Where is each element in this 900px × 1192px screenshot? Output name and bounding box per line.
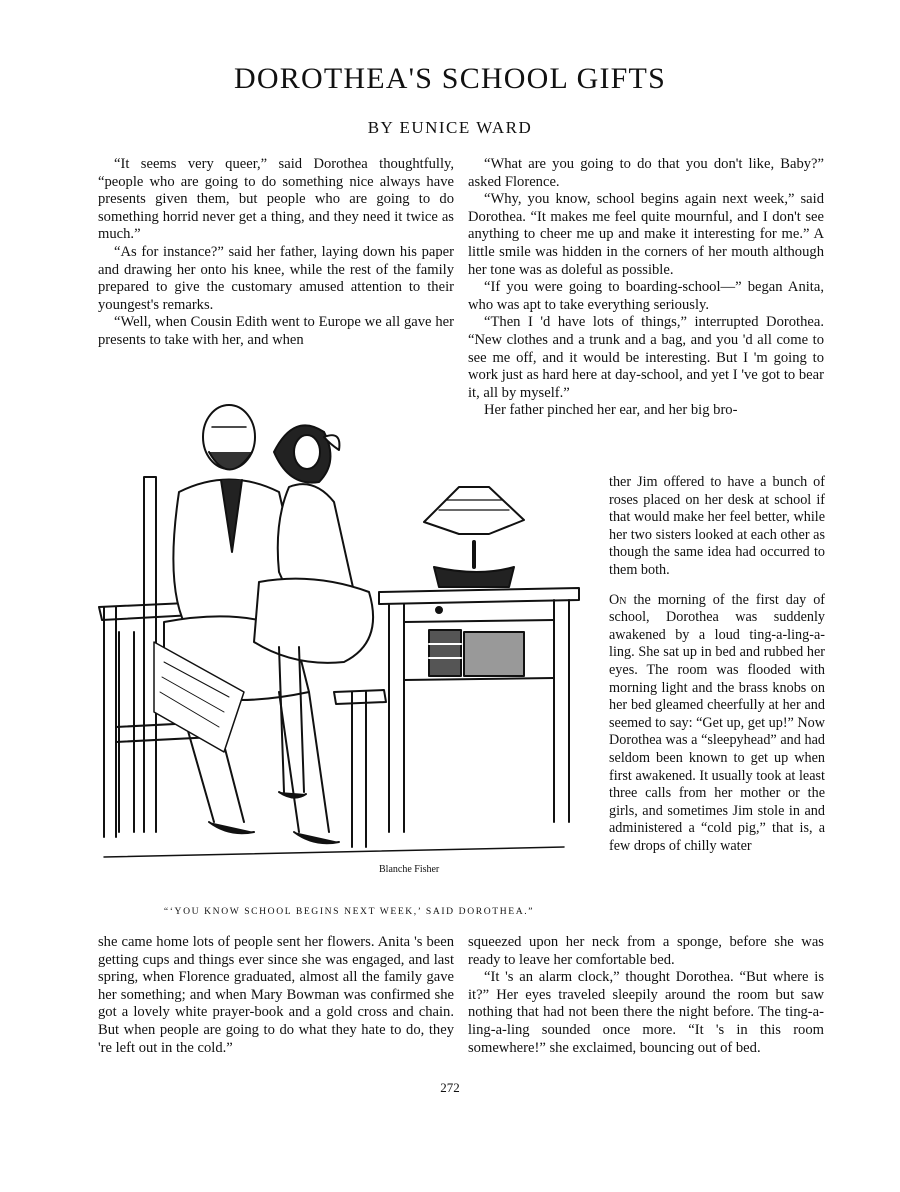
section-opening-word: On [609,591,627,608]
right-column-bottom [468,934,824,1057]
girl-figure [254,425,373,797]
paragraph: “What are you going to do that you don't like, Baby?” asked Florence. [468,156,824,190]
article-byline: BY EUNICE WARD [367,118,533,137]
paragraph: Her father pinched her ear, and her big bro- [484,402,738,419]
paragraph: squeezed upon her neck from a sponge, before she was ready to leave her comfortable bed. [468,934,824,968]
illustration-father-and-daughter [94,392,604,897]
paragraph: ther Jim offered to have a bunch of roses placed on her desk at school if that would make her feel better, while her two sisters looked at each other as though the same idea had occurred to them both. [609,474,825,578]
illustration-signature: Blanche Fisher [379,864,440,875]
paragraph [609,592,825,856]
left-column-bottom [98,934,454,1057]
books [429,630,461,676]
paragraph: “It 's an alarm clock,” thought Dorothea. “But where is it?” Her eyes traveled sleepily around the room but saw nothing that had not been there the night before. The ting-a-ling-a-ling sounded once more. “It 's in this room somewhere!” she exclaimed, bouncing out of bed. [468,969,824,1056]
paragraph: “It seems very queer,” said Dorothea thoughtfully, “people who are going to do something nice always have presents given them, but people who are going to do something horrid never get a thing, and they need it twice as much.” [98,156,454,243]
paragraph: “Why, you know, school begins again next week,” said Dorothea. “It makes me feel quite mournful, and I don't see anything to cheer me up and make it interesting for me.” A little smile was hidden in the corners of her mouth although her tone was as doleful as possible. [468,191,824,278]
side-table [379,588,579,832]
page-number: 272 [440,1080,460,1095]
paragraph: “As for instance?” said her father, laying down his paper and drawing her onto his knee, while the rest of the family prepared to give the customary amused attention to their youngest's remarks. [98,243,454,313]
right-column-wrap [609,474,825,855]
left-column-top [98,156,454,350]
floor-line [104,847,564,857]
paragraph: “Well, when Cousin Edith went to Europe we all gave her presents to take with her, and when [98,314,454,348]
right-column-top [468,156,824,420]
illustration-caption: “‘YOU KNOW SCHOOL BEGINS NEXT WEEK,’ SAID DOROTHEA.” [163,906,535,917]
lamp [424,487,524,587]
paragraph: “Then I 'd have lots of things,” interrupted Dorothea. “New clothes and a trunk and a bag, and you 'd all come to see me off, and it would be interesting. But I 'm going to work just as hard here at day-school, and yet I 've got to bear it, all by myself.” [468,314,824,401]
paragraph: “If you were going to boarding-school—” began Anita, who was apt to take everything seriously. [468,279,824,313]
article-title: DOROTHEA'S SCHOOL GIFTS [234,62,666,95]
paragraph: she came home lots of people sent her flowers. Anita 's been getting cups and things ever since she was engaged, and last spring, when Florence graduated, almost all the family gave her something; and when Mary Bowman was confirmed she got a lovely white prayer-book and a gold cross and chain. But when people are going to do what they hate to do, they 're left out in the cold.” [98,934,454,1056]
section-text: the morning of the first day of school, Dorothea was suddenly awakened by a loud ting-a-ling-a-ling. She sat up in bed and rubbed her eyes. The room was flooded with morning light and the brass knobs on her bed gleamed cheerfully at her and seemed to say: “Get up, get up!” Now Dorothea was a “sleepyhead” and had seldom been known to get up when first awakened. It usually took at least three calls from her mother or the girls, and sometimes Jim stole in and administered a “cold pig,” that is, a few drops of chilly water [609,591,826,854]
